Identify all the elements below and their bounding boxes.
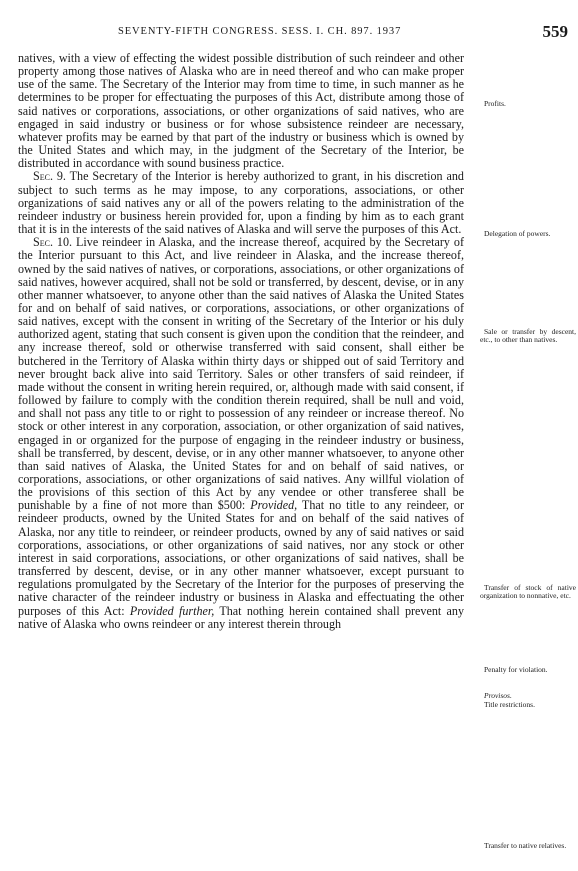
paragraph-text: Live reindeer in Alaska, and the increase thereof, acquired by the Secretary of the Interior pursuant to this Act, and live reindeer in Alaska, and the increase thereof, owned by the said natives of natives, or corporations, associations, or other organizations of said natives, however acquired, shall not be sold or transferred, by descent, devise, or in any other manner whatsoever, to anyone other than the said natives of Alaska the United States for and on behalf of said natives, or corporations, associations, or other organizations of said natives, except with the consent in writing of the Secretary of the Interior or his duly authorized agent, stating that such consent is given upon the condition that the reindeer, and any increase thereof, sold or otherwise transferred with said consent, shall either be butchered in the Territory of Alaska within thirty days or shipped out of said Territory and never brought back alive into said Territory. Sales or other transfers of said reindeer, if made without the consent in writing herein required, or, although made with said consent, if followed by failure to comply with the condition therein required, shall be null and void, and shall not pass any title to or right to possession of any reindeer or increase thereof. No stock or other interest in any corporation, association, or other organization of said natives, engaged in or organized for the purpose of engaging in the reindeer industry or business, shall be transferred, by descent, devise, or in any other manner whatsoever, to anyone other than said natives of Alaska, the United States for and on behalf of said natives, or corporations, associations, or other organizations of said natives. Any willful violation of the provisions of this section of this Act by any vendee or other transferee shall be punishable by a fine of not more than $500: xyxy=(18,235,464,513)
paragraph-text: That no title to any reindeer, or reindeer products, owned by the United States for and on behalf of the said natives of Alaska, nor any title to reindeer, or reindeer products, owned by any of said natives or said corporations, associations, or other organizations of said natives, nor any stock or other interest in said corporations, associations, or other organizations of said natives, shall be transferred by descent, devise, or in any other manner whatsoever, except pursuant to regulations promulgated by the Secretary of the Interior for the purposes of preserving the native character of the reindeer industry or business in Alaska and effectuating the other purposes of this Act: xyxy=(18,498,464,618)
running-head: SEVENTY-FIFTH CONGRESS. SESS. I. CH. 897. 1937 xyxy=(118,26,402,37)
section-number: Sec. 9. xyxy=(33,169,66,184)
margin-note-sale-or-transfer: Sale or transfer by descent, etc., to other than natives. xyxy=(480,327,576,345)
paragraph-natives-distribution xyxy=(18,52,464,170)
margin-note-provisos: Provisos. xyxy=(484,691,512,700)
page-header xyxy=(0,22,578,46)
statute-text xyxy=(18,52,464,631)
margin-note-transfer-to-relatives: Transfer to native relatives. xyxy=(484,841,567,850)
margin-note-transfer-of-stock: Transfer of stock of native organization to nonnative, etc. xyxy=(480,583,576,601)
margin-note-penalty: Penalty for violation. xyxy=(484,665,548,674)
proviso-further-label: Provided further, xyxy=(129,603,215,618)
margin-note-profits: Profits. xyxy=(484,99,506,108)
paragraph-section-9 xyxy=(18,170,464,236)
paragraph-text: The Secretary of the Interior is hereby authorized to grant, in his discretion and subject to such terms as he may impose, to any corporations, associations, or other organizations of said natives any or all of the powers relating to the administration of the reindeer industry or business herein provided for, upon a finding by him as to each grant that it is in the interests of the said natives of Alaska and will serve the purposes of this Act. xyxy=(18,169,464,237)
margin-note-delegation-of-powers: Delegation of powers. xyxy=(484,229,551,238)
paragraph-text: natives, with a view of effecting the widest possible distribution of such reindeer and other property among those natives of Alaska who are in need thereof and who can make proper use of the same. The Secretary of the Interior may from time to time, in such manner as he determines to be proper for effectuating the purposes of this Act, distribute among those of said natives or corporations, associations, or other organizations of said natives, who are engaged in said industry or business or for whose subsistence reindeer are necessary, whatever profits may be earned by that part of the industry or business which is owned by the United States and which may, in the judgment of the Secretary of the Interior, be distributed in accordance with sound business practice. xyxy=(18,51,464,171)
proviso-label: Provided, xyxy=(250,498,298,513)
paragraph-text: That nothing herein contained shall prevent any native of Alaska who owns reindeer or any interest therein through xyxy=(18,603,464,631)
margin-note-title-restrictions: Title restrictions. xyxy=(484,700,535,709)
page-number: 559 xyxy=(542,22,568,41)
section-number: Sec. 10. xyxy=(33,235,73,250)
paragraph-section-10 xyxy=(18,236,464,631)
